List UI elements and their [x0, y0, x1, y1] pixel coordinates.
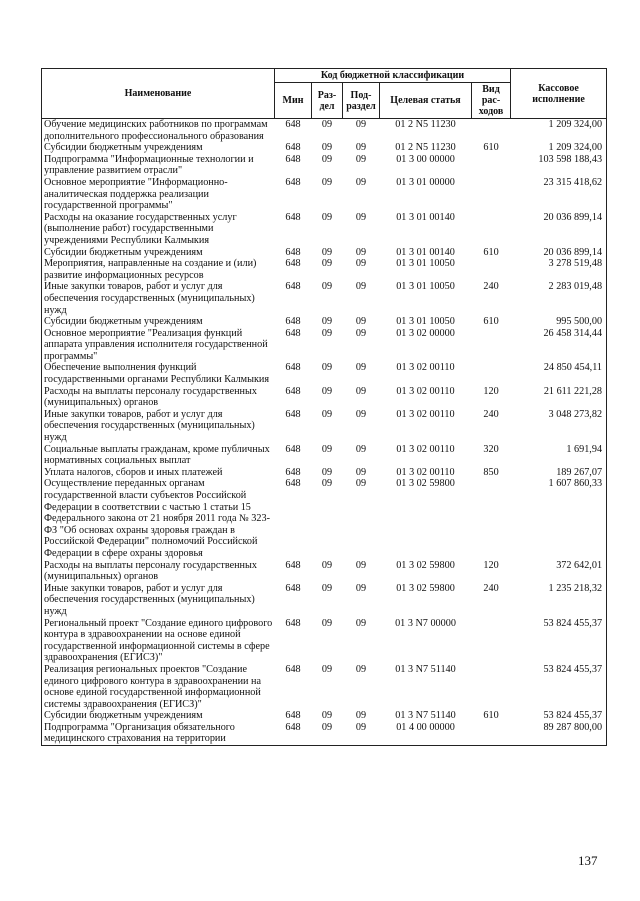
cell-amount: 89 287 800,00	[511, 722, 607, 746]
header-min: Мин	[275, 83, 312, 119]
cell-cs: 01 3 01 00000	[396, 176, 455, 188]
cell-name: Подпрограмма "Организация обязательного медицинского страхования на территории	[42, 722, 275, 746]
cell-vr: 610	[483, 246, 499, 258]
table-row	[42, 258, 607, 281]
cell-cs: 01 3 02 59800	[396, 478, 455, 490]
cell-min: 648	[285, 408, 301, 420]
cell-razdel: 09	[321, 316, 333, 328]
header-podrazdel: Под-раздел	[343, 83, 380, 119]
cell-cs: 01 3 02 00110	[396, 466, 455, 478]
table-row	[42, 560, 607, 583]
cell-razdel: 09	[321, 281, 333, 293]
cell-podrazdel: 09	[355, 327, 367, 339]
cell-min: 648	[285, 153, 301, 165]
cell-podrazdel: 09	[355, 362, 367, 374]
cell-amount: 20 036 899,14	[511, 212, 607, 247]
cell-podrazdel: 09	[355, 246, 367, 258]
cell-min: 648	[285, 246, 301, 258]
cell-podrazdel: 09	[355, 176, 367, 188]
cell-name: Осуществление переданных органам государственной власти субъектов Российской Федерации в соответствии с частью 1 статьи 15 Федерального закона от 21 ноября 2011 года № 323-ФЗ "Об основах охраны здоровья граждан в Российской Федерации" полномочий Российской Федерации в сфере охраны здоровья	[42, 478, 275, 559]
cell-podrazdel: 09	[355, 710, 367, 722]
cell-razdel: 09	[321, 258, 333, 270]
cell-min: 648	[275, 722, 312, 746]
cell-razdel: 09	[321, 176, 333, 188]
cell-podrazdel: 09	[355, 443, 367, 455]
cell-razdel: 09	[321, 211, 333, 223]
cell-min: 648	[285, 142, 301, 154]
cell-vr: 610	[483, 142, 499, 154]
cell-min: 648	[285, 478, 301, 490]
cell-min: 648	[285, 617, 301, 629]
header-kassovoe: Кассовое исполнение	[511, 69, 607, 119]
cell-min: 648	[285, 385, 301, 397]
cell-vr	[472, 722, 511, 746]
cell-podrazdel: 09	[355, 559, 367, 571]
cell-name: Иные закупки товаров, работ и услуг для обеспечения государственных (муниципальных) нужд	[42, 281, 275, 316]
table-row	[42, 722, 607, 746]
cell-vr	[472, 212, 511, 247]
header-code-group: Код бюджетной классификации	[275, 69, 511, 83]
cell-podrazdel: 09	[355, 281, 367, 293]
header-name: Наименование	[42, 69, 275, 119]
cell-razdel: 09	[321, 478, 333, 490]
cell-vr	[472, 154, 511, 177]
cell-cs: 01 3 N7 51140	[395, 710, 456, 722]
cell-cs: 01 4 00 00000	[380, 722, 472, 746]
cell-vr: 240	[483, 582, 499, 594]
cell-vr	[472, 177, 511, 212]
cell-podrazdel: 09	[355, 663, 367, 675]
cell-amount: 23 315 418,62	[511, 177, 607, 212]
cell-razdel: 09	[321, 408, 333, 420]
cell-min: 648	[285, 710, 301, 722]
table-row	[42, 710, 607, 722]
table-row	[42, 583, 607, 618]
cell-amount: 1 209 324,00	[511, 119, 607, 143]
cell-amount: 2 283 019,48	[511, 281, 607, 316]
cell-min: 648	[285, 119, 301, 130]
cell-name: Мероприятия, направленные на создание и (или) развитие информационных ресурсов	[42, 258, 275, 281]
cell-razdel: 09	[321, 710, 333, 722]
cell-vr: 610	[483, 710, 499, 722]
cell-vr	[472, 478, 511, 559]
cell-vr: 320	[483, 443, 499, 455]
cell-amount: 3 048 273,82	[511, 409, 607, 444]
header-razdel: Раз-дел	[312, 83, 343, 119]
cell-name: Реализация региональных проектов "Создание единого цифрового контура в здравоохранении на основе единой государственной информационной системы здравоохранения (ЕГИСЗ)"	[42, 664, 275, 710]
table-row	[42, 177, 607, 212]
cell-amount: 372 642,01	[511, 560, 607, 583]
cell-vr	[472, 119, 511, 143]
cell-razdel: 09	[321, 327, 333, 339]
cell-razdel: 09	[321, 153, 333, 165]
cell-podrazdel: 09	[355, 142, 367, 154]
table-row	[42, 142, 607, 154]
page-number: 137	[578, 853, 598, 868]
cell-cs: 01 3 01 10050	[396, 281, 455, 293]
table-row	[42, 618, 607, 664]
cell-razdel: 09	[321, 466, 333, 478]
cell-vr	[472, 328, 511, 363]
cell-min: 648	[285, 211, 301, 223]
table-body	[42, 119, 607, 746]
budget-table	[41, 68, 607, 746]
cell-cs: 01 3 N7 00000	[395, 617, 456, 629]
cell-cs: 01 3 02 59800	[396, 582, 455, 594]
cell-podrazdel: 09	[355, 211, 367, 223]
cell-min: 648	[285, 362, 301, 374]
cell-podrazdel: 09	[343, 722, 380, 746]
cell-min: 648	[285, 281, 301, 293]
cell-podrazdel: 09	[355, 316, 367, 328]
cell-name: Основное мероприятие "Информационно-аналитическая поддержка реализации государственной программы"	[42, 177, 275, 212]
cell-amount: 24 850 454,11	[511, 362, 607, 385]
cell-amount: 1 607 860,33	[511, 478, 607, 559]
cell-cs: 01 3 01 00140	[396, 211, 455, 223]
cell-name: Социальные выплаты гражданам, кроме публичных нормативных социальных выплат	[42, 444, 275, 467]
cell-podrazdel: 09	[355, 466, 367, 478]
table-row	[42, 362, 607, 385]
cell-cs: 01 3 N7 51140	[395, 663, 456, 675]
cell-vr: 240	[483, 281, 499, 293]
cell-amount: 1 235 218,32	[511, 583, 607, 618]
table-row	[42, 119, 607, 143]
cell-amount: 53 824 455,37	[511, 710, 607, 722]
cell-podrazdel: 09	[355, 478, 367, 490]
cell-name: Субсидии бюджетным учреждениям	[42, 247, 275, 259]
header-vid: Вид рас-ходов	[472, 83, 511, 119]
cell-podrazdel: 09	[355, 119, 367, 130]
cell-cs: 01 3 01 10050	[396, 258, 455, 270]
cell-vr	[472, 664, 511, 710]
cell-razdel: 09	[321, 142, 333, 154]
cell-name: Субсидии бюджетным учреждениям	[42, 316, 275, 328]
cell-amount: 103 598 188,43	[511, 154, 607, 177]
cell-razdel: 09	[321, 617, 333, 629]
cell-name: Подпрограмма "Информационные технологии и управление развитием отрасли"	[42, 154, 275, 177]
table-row	[42, 467, 607, 479]
cell-podrazdel: 09	[355, 385, 367, 397]
cell-cs: 01 3 02 00110	[396, 408, 455, 420]
cell-vr: 240	[483, 408, 499, 420]
cell-min: 648	[285, 559, 301, 571]
cell-amount: 189 267,07	[511, 467, 607, 479]
table-row	[42, 154, 607, 177]
cell-razdel: 09	[321, 385, 333, 397]
cell-vr: 120	[483, 559, 499, 571]
cell-amount: 53 824 455,37	[511, 664, 607, 710]
cell-name: Расходы на оказание государственных услуг (выполнение работ) государственными учреждениями Республики Калмыкия	[42, 212, 275, 247]
cell-name: Обеспечение выполнения функций государственными органами Республики Калмыкия	[42, 362, 275, 385]
cell-podrazdel: 09	[355, 153, 367, 165]
cell-name: Расходы на выплаты персоналу государственных (муниципальных) органов	[42, 560, 275, 583]
cell-name: Субсидии бюджетным учреждениям	[42, 710, 275, 722]
cell-vr	[472, 362, 511, 385]
table-row	[42, 328, 607, 363]
cell-podrazdel: 09	[355, 408, 367, 420]
table-row	[42, 281, 607, 316]
table-row	[42, 247, 607, 259]
cell-cs: 01 3 02 00110	[396, 385, 455, 397]
cell-name: Обучение медицинских работников по программам дополнительного профессионального образования	[42, 119, 275, 143]
cell-cs: 01 3 01 10050	[396, 316, 455, 328]
cell-min: 648	[285, 663, 301, 675]
cell-name: Расходы на выплаты персоналу государственных (муниципальных) органов	[42, 386, 275, 409]
cell-razdel: 09	[321, 443, 333, 455]
cell-amount: 1 691,94	[511, 444, 607, 467]
cell-cs: 01 3 00 00000	[396, 153, 455, 165]
cell-name: Основное мероприятие "Реализация функций аппарата управления исполнителя государственной программы"	[42, 328, 275, 363]
cell-name: Уплата налогов, сборов и иных платежей	[42, 467, 275, 479]
cell-vr: 610	[483, 316, 499, 328]
cell-podrazdel: 09	[355, 582, 367, 594]
cell-razdel: 09	[321, 663, 333, 675]
cell-razdel: 09	[312, 722, 343, 746]
cell-amount: 995 500,00	[511, 316, 607, 328]
cell-amount: 53 824 455,37	[511, 618, 607, 664]
table-row	[42, 409, 607, 444]
cell-cs: 01 2 N5 11230	[395, 142, 456, 154]
cell-vr	[472, 618, 511, 664]
table-row	[42, 212, 607, 247]
header-tselevaya: Целевая статья	[380, 83, 472, 119]
cell-razdel: 09	[321, 246, 333, 258]
cell-cs: 01 3 02 00000	[396, 327, 455, 339]
cell-cs: 01 3 02 00110	[396, 362, 455, 374]
cell-min: 648	[285, 466, 301, 478]
cell-cs: 01 3 01 00140	[396, 246, 455, 258]
cell-vr	[472, 258, 511, 281]
cell-min: 648	[285, 443, 301, 455]
cell-amount: 3 278 519,48	[511, 258, 607, 281]
cell-amount: 26 458 314,44	[511, 328, 607, 363]
cell-min: 648	[285, 582, 301, 594]
cell-vr: 850	[483, 466, 499, 478]
cell-razdel: 09	[321, 582, 333, 594]
cell-razdel: 09	[321, 119, 333, 130]
cell-razdel: 09	[321, 559, 333, 571]
cell-name: Иные закупки товаров, работ и услуг для обеспечения государственных (муниципальных) нужд	[42, 583, 275, 618]
cell-vr: 120	[483, 385, 499, 397]
table-row	[42, 664, 607, 710]
cell-razdel: 09	[321, 362, 333, 374]
cell-cs: 01 3 02 00110	[396, 443, 455, 455]
table-row	[42, 444, 607, 467]
cell-cs: 01 2 N5 11230	[395, 119, 456, 130]
cell-name: Иные закупки товаров, работ и услуг для обеспечения государственных (муниципальных) нужд	[42, 409, 275, 444]
cell-min: 648	[285, 176, 301, 188]
cell-name: Субсидии бюджетным учреждениям	[42, 142, 275, 154]
cell-min: 648	[285, 258, 301, 270]
cell-amount: 1 209 324,00	[511, 142, 607, 154]
cell-amount: 20 036 899,14	[511, 247, 607, 259]
cell-amount: 21 611 221,28	[511, 386, 607, 409]
cell-min: 648	[285, 327, 301, 339]
table-row	[42, 316, 607, 328]
cell-min: 648	[285, 316, 301, 328]
cell-cs: 01 3 02 59800	[396, 559, 455, 571]
table-row	[42, 478, 607, 559]
table-row	[42, 386, 607, 409]
cell-podrazdel: 09	[355, 258, 367, 270]
cell-podrazdel: 09	[355, 617, 367, 629]
cell-name: Региональный проект "Создание единого цифрового контура в здравоохранении на основе единой государственной информационной системы в сфере здравоохранения (ЕГИСЗ)"	[42, 618, 275, 664]
